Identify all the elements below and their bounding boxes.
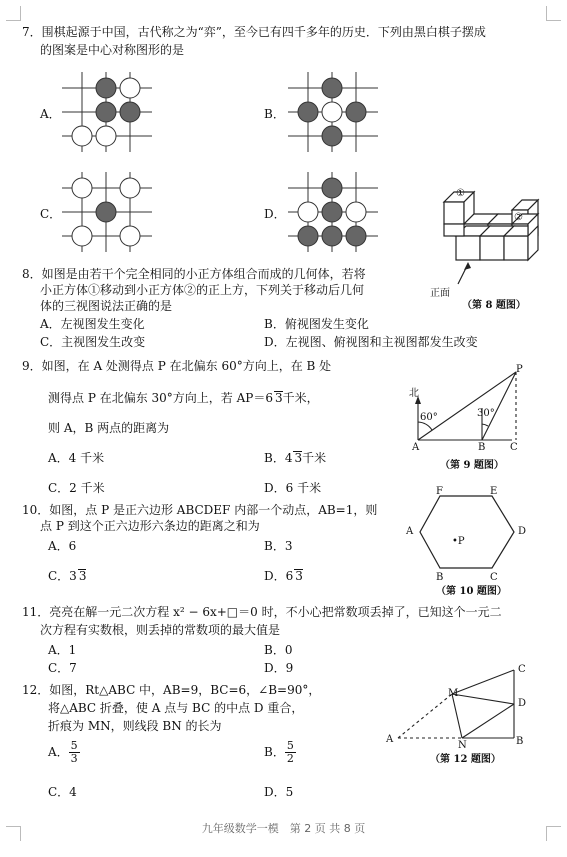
q9-figure-point-p: P: [516, 364, 523, 375]
q12-figure-caption: （第 12 题图）: [430, 754, 501, 765]
q10-figure-point-p: •P: [452, 536, 465, 547]
q8-option-a: A．左视图发生变化: [40, 317, 145, 331]
q12-option-a-numerator: 5: [70, 739, 78, 752]
q9-figure-point-c: C: [510, 442, 518, 453]
q9-figure-north-label: 北: [409, 388, 419, 399]
q9-figure-caption: （第 9 题图）: [440, 460, 504, 471]
q9-stem-sqrt: 3: [274, 391, 283, 405]
q11-stem-line2: 次方程有实数根，则丢掉的常数项的最大值是: [40, 623, 281, 637]
q9-option-b: [264, 450, 326, 466]
q7-option-c-label: C．: [40, 207, 62, 221]
q12-option-c: C．4: [48, 785, 77, 799]
q10-figure-point-b: B: [436, 572, 444, 583]
q8-stem-line1: 8．如图是由若干个完全相同的小正方体组合而成的几何体，若将: [22, 267, 366, 281]
q10-option-a: A．6: [48, 539, 77, 553]
q9-stem-line1: 9．如图，在 A 处测得点 P 在北偏东 60°方向上，在 B 处: [22, 359, 332, 373]
q11-option-c: C．7: [48, 661, 77, 675]
q10-hexagon-figure: [418, 494, 518, 570]
q12-figure-point-a: A: [386, 734, 394, 745]
q11-option-d: D．9: [264, 661, 294, 675]
q12-option-a: [48, 740, 80, 765]
q9-option-b-unit: 千米: [302, 451, 327, 465]
q12-stem-line1: 12．如图，Rt△ABC 中，AB=9，BC=6，∠B=90°，: [22, 683, 321, 697]
q12-option-b: [264, 740, 296, 765]
q9-option-c: C．2 千米: [48, 481, 105, 495]
q9-option-b-text: B．4: [264, 451, 293, 465]
q8-option-d: D．左视图、俯视图和主视图都发生改变: [264, 335, 478, 349]
q9-stem-line2: [48, 390, 319, 406]
q10-stem-line2: 点 P 到这个正六边形六条边的距离之和为: [40, 519, 260, 533]
page-footer: 九年级数学一模 第 2 页 共 8 页: [201, 822, 366, 835]
q11-stem-line1: 11．亮亮在解一元二次方程 x² − 6x+□＝0 时，不小心把常数项丢掉了，已知这个一元二: [22, 605, 502, 619]
q11-option-b: B．0: [264, 643, 293, 657]
q8-stem-line3: 体的三视图说法正确的是: [40, 299, 173, 313]
q7-option-b-board: [288, 72, 378, 152]
q12-option-a-fraction: [69, 740, 80, 765]
q12-option-b-numerator: 5: [286, 739, 294, 752]
q12-stem-line2: 将△ABC 折叠，使 A 点与 BC 的中点 D 重合，: [48, 701, 304, 715]
q10-option-b: B．3: [264, 539, 293, 553]
q7-stem-line1: 7．围棋起源于中国，古代称之为“弈”，至今已有四千多年的历史．下列由黑白棋子摆成: [22, 25, 486, 39]
q10-figure-point-e: E: [490, 486, 498, 497]
q12-figure-point-c: C: [518, 664, 526, 675]
q12-figure-point-d: D: [518, 698, 527, 709]
q10-figure-point-c: C: [490, 572, 498, 583]
q9-option-d: D．6 千米: [264, 481, 322, 495]
q11-option-a: A．1: [48, 643, 77, 657]
q9-option-a: A．4 千米: [48, 451, 105, 465]
q8-option-b: B．俯视图发生变化: [264, 317, 369, 331]
q10-option-d: [264, 568, 303, 584]
q12-option-d: D．5: [264, 785, 294, 799]
q12-figure-point-b: B: [516, 736, 524, 747]
q12-option-b-denominator: 2: [286, 752, 294, 765]
corner-mark-top-left: [6, 6, 21, 21]
q7-option-d-board: [288, 172, 378, 252]
q10-figure-caption: （第 10 题图）: [436, 586, 507, 597]
q8-stem-line2: 小正方体①移动到小正方体②的正上方，下列关于移动后几何: [40, 283, 365, 297]
q7-option-d-label: D．: [264, 207, 286, 221]
q8-figure-label-2: ②: [514, 212, 523, 223]
q12-figure-point-m: M: [448, 688, 459, 699]
q7-option-a-label: A．: [40, 107, 61, 121]
q9-figure-point-b: B: [478, 442, 486, 453]
q8-figure-label-1: ①: [456, 188, 465, 199]
q10-figure-point-f: F: [436, 486, 443, 497]
q7-stem-line2: 的图案是中心对称图形的是: [40, 43, 185, 57]
q8-option-c: C．主视图发生改变: [40, 335, 146, 349]
q10-figure-point-a: A: [406, 526, 414, 537]
q10-option-d-sqrt: 3: [295, 569, 303, 583]
q9-triangle-figure: [404, 364, 544, 454]
q12-option-b-fraction: [285, 740, 296, 765]
q7-option-b-label: B．: [264, 107, 285, 121]
q12-stem-line3: 折痕为 MN，则线段 BN 的长为: [48, 719, 222, 733]
q10-figure-point-d: D: [518, 526, 527, 537]
q8-cube-figure: [438, 184, 550, 296]
q7-option-a-board: [62, 72, 152, 152]
q9-stem-line2-text: 测得点 P 在北偏东 30°方向上，若 AP＝6: [48, 391, 273, 405]
q9-figure-point-a: A: [412, 442, 420, 453]
q10-option-c: [48, 568, 86, 584]
q10-option-d-text: D．6: [264, 569, 294, 583]
q9-figure-angle-60: 60°: [420, 412, 438, 423]
q8-figure-front-label: 正面: [430, 288, 450, 299]
q9-stem-line3: 则 A，B 两点的距离为: [48, 421, 170, 435]
q12-option-a-text: A．: [48, 745, 69, 759]
q10-stem-line1: 10．如图，点 P 是正六边形 ABCDEF 内部一个动点，AB=1，则: [22, 503, 378, 517]
q9-option-b-sqrt: 3: [294, 451, 303, 465]
q12-option-a-denominator: 3: [70, 752, 78, 765]
q9-stem-line2-unit: 千米，: [282, 391, 319, 405]
q8-figure-caption: （第 8 题图）: [462, 300, 526, 311]
q7-option-c-board: [62, 172, 152, 252]
q12-option-b-text: B．: [264, 745, 285, 759]
q9-figure-angle-30: 30°: [477, 408, 495, 419]
q10-option-c-sqrt: 3: [78, 569, 87, 583]
corner-mark-top-right: [546, 6, 561, 21]
q10-option-c-text: C．3: [48, 569, 77, 583]
q12-figure-point-n: N: [458, 740, 467, 751]
